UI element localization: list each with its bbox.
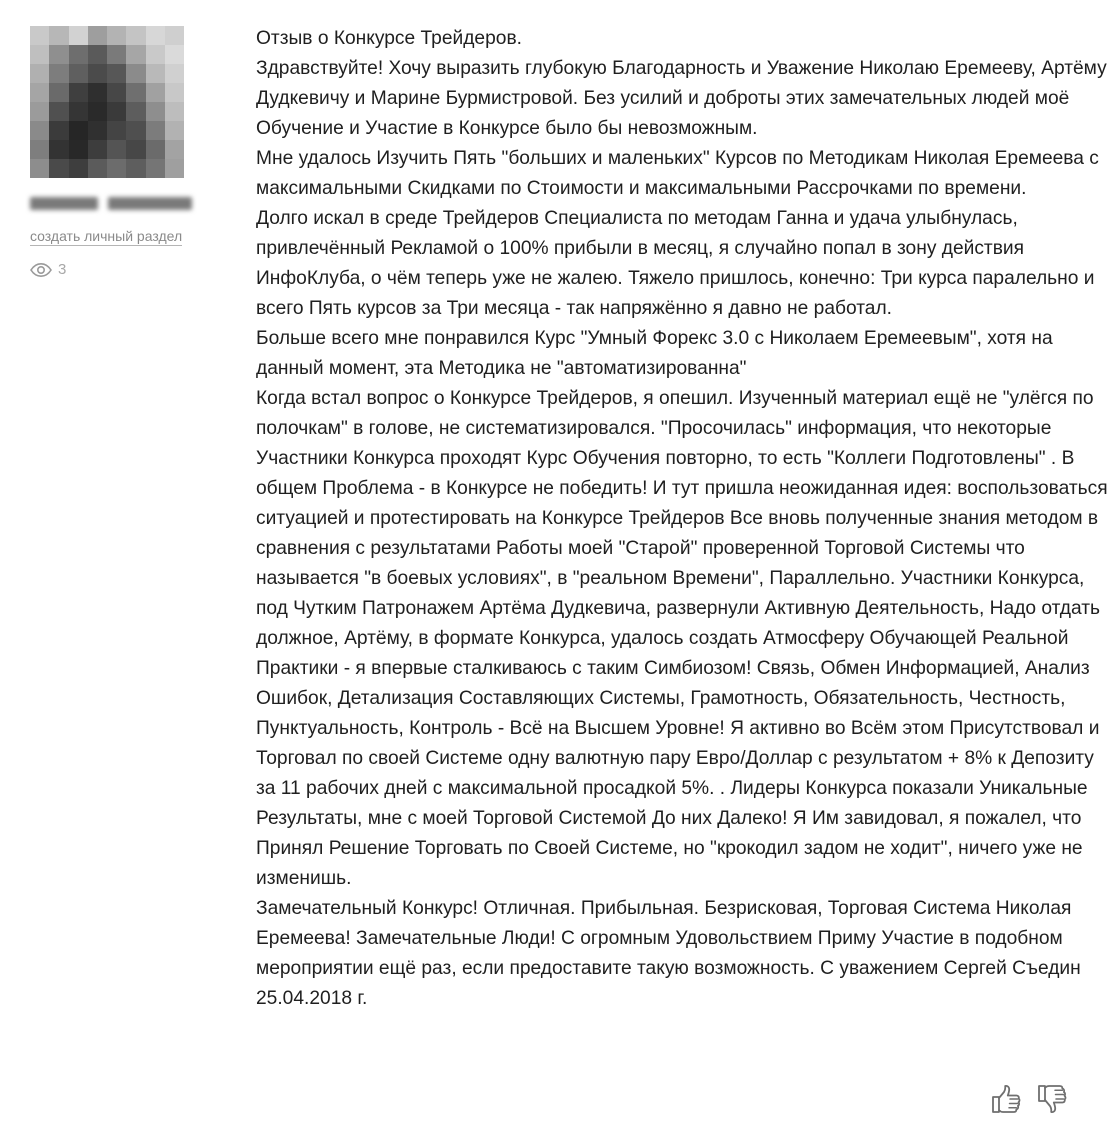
thumbs-down-icon[interactable] <box>1036 1083 1068 1115</box>
review-paragraph: Здравствуйте! Хочу выразить глубокую Благодарность и Уважение Николаю Еремееву, Артёму Дудкевичу и Марине Бурмистровой. Без усилий и доброты этих замечательных людей моё Обучение и Участие в Конкурсе было бы невозможным. <box>256 58 1107 139</box>
review-paragraph: Замечательный Конкурс! Отличная. Прибыльная. Безрисковая, Торговая Система Николая Еремеева! Замечательные Люди! С огромным Удовольствием Приму Участие в подобном мероприятии ещё раз, если предоставите такую возможность. С уважением Сергей Съедин 25.04.2018 г. <box>256 898 1081 1009</box>
review-paragraph: Мне удалось Изучить Пять "больших и маленьких" Курсов по Методикам Николая Еремеева с максимальными Скидками по Стоимости и максимальными Рассрочками по времени. <box>256 148 1099 199</box>
views-count: 3 <box>58 261 67 278</box>
review-text <box>256 24 1111 1014</box>
vote-controls <box>990 1083 1068 1115</box>
author-sidebar <box>30 26 220 278</box>
create-personal-section-link[interactable]: создать личный раздел <box>30 228 183 244</box>
review-paragraph: Отзыв о Конкурсе Трейдеров. <box>256 28 522 49</box>
avatar[interactable] <box>30 26 184 178</box>
review-paragraph: Долго искал в среде Трейдеров Специалиста по методам Ганна и удача улыбнулась, привлечённый Рекламой о 100% прибыли в месяц, я случайно попал в зону действия ИнфоКлуба, о чём теперь уже не жалею. Тяжело пришлось, конечно: Три курса паралельно и всего Пять курсов за Три месяца - так напряжённо я давно не работал. <box>256 208 1095 319</box>
eye-icon <box>30 263 52 277</box>
thumbs-up-icon[interactable] <box>990 1083 1022 1115</box>
review-paragraph: Когда встал вопрос о Конкурсе Трейдеров, я опешил. Изученный материал ещё не "улёгся по полочкам" в голове, не систематизировался. "Просочилась" информация, что некоторые Участники Конкурса проходят Курс Обучения повторно, то есть "Коллеги Подготовлены" . В общем Проблема - в Конкурсе не победить! И тут пришла неожиданная идея: воспользоваться ситуацией и протестировать на Конкурсе Трейдеров Все вновь полученные знания методом в сравнения с результатами Работы моей "Старой" проверенной Торговой Системы что называется "в боевых условиях", в "реальном Времени", Параллельно. Участники Конкурса, под Чутким Патронажем Артёма Дудкевича, развернули Активную Деятельность, Надо отдать должное, Артёму, в формате Конкурса, удалось создать Атмосферу Обучающей Реальной Практики - я впервые сталкиваюсь с таким Симбиозом! Связь, Обмен Информацией, Анализ Ошибок, Детализация Составляющих Системы, Грамотность, Обязательность, Честность, Пунктуальность, Контроль - Всё на Высшем Уровне! Я активно во Всём этом Присутствовал и Торговал по своей Системе одну валютную пару Евро/Доллар с результатом + 8% к Депозиту за 11 рабочих дней с максимальной просадкой 5%. . Лидеры Конкурса показали Уникальные Результаты, мне с моей Торговой Системой До них Далеко! Я Им завидовал, я пожалел, что Принял Решение Торговать по Своей Системе, но "крокодил задом не ходит", ничего уже не изменишь. <box>256 388 1108 889</box>
review-paragraph: Больше всего мне понравился Курс "Умный Форекс 3.0 с Николаем Еремеевым", хотя на данный момент, эта Методика не "автоматизированна" <box>256 328 1053 379</box>
author-name-blurred[interactable] <box>30 192 192 216</box>
views-counter <box>30 261 220 278</box>
